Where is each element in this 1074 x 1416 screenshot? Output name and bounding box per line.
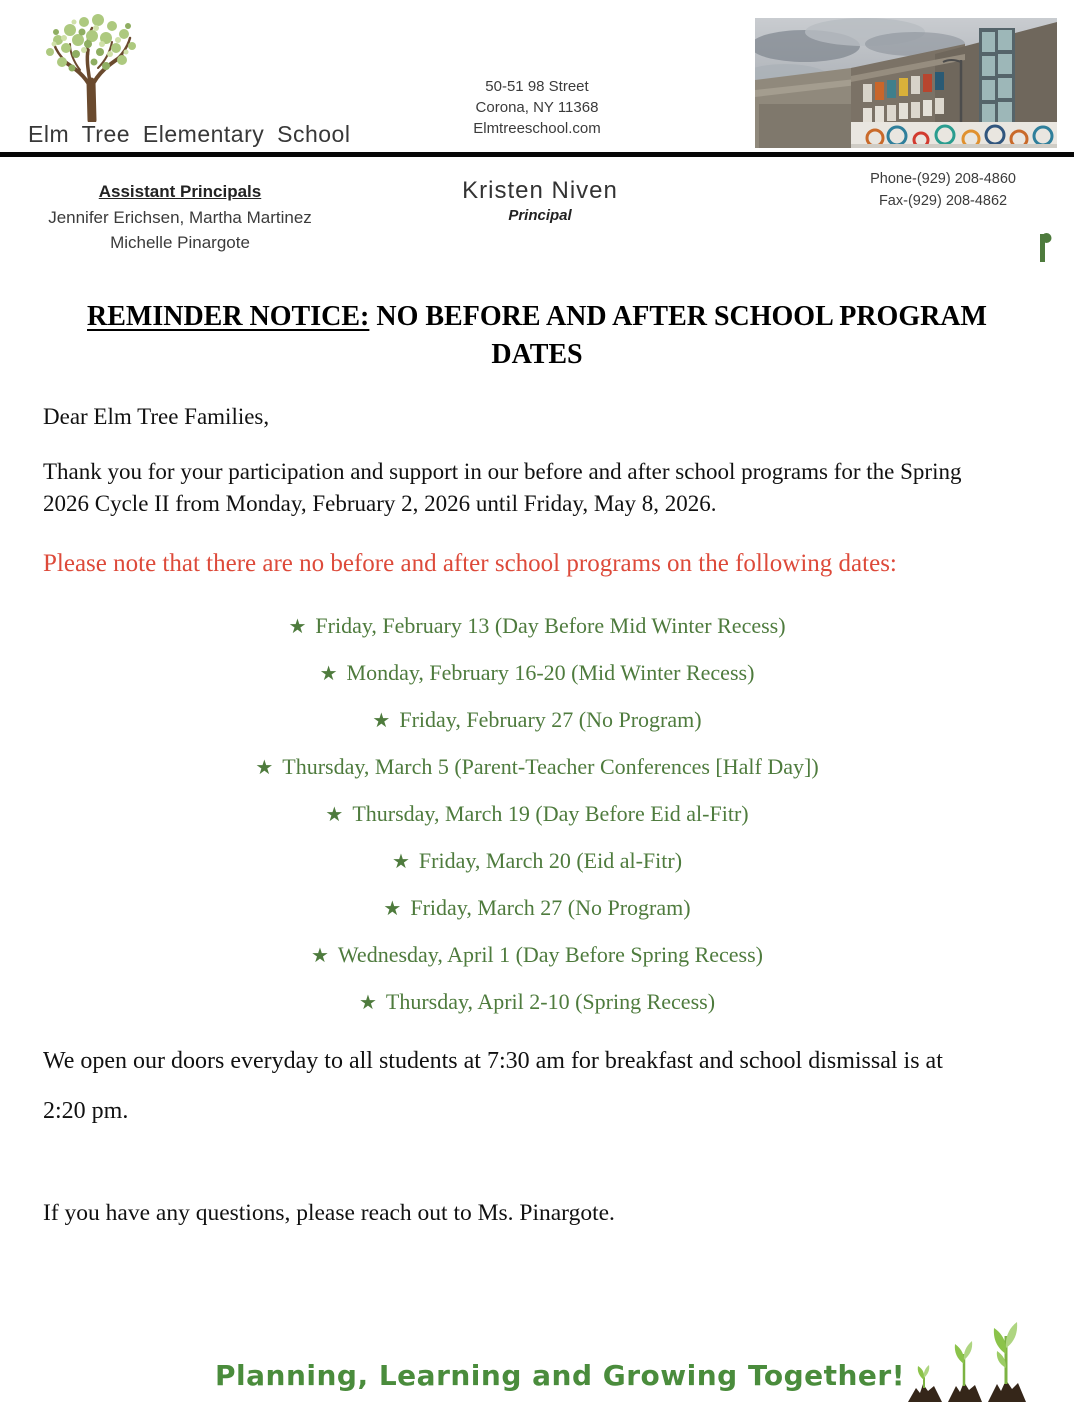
assistant-principal-names-line2: Michelle Pinargote: [110, 233, 250, 252]
principal-block: [380, 177, 700, 224]
principal-name: Kristen Niven: [462, 177, 618, 204]
no-program-date: [43, 603, 1031, 650]
letterhead-top-row: [0, 0, 1074, 152]
hours-paragraph: We open our doors everyday to all students at 7:30 am for breakfast and school dismissal is at 2:20 pm.: [43, 1047, 943, 1125]
star-bullet-icon: ★: [383, 898, 402, 921]
seedlings-icon: [902, 1310, 1032, 1406]
address-street: 50-51 98 Street: [485, 78, 589, 95]
assistant-principal-names-line1: Jennifer Erichsen, Martha Martinez: [48, 207, 312, 227]
questions-paragraph: If you have any questions, please reach out to Ms. Pinargote.: [43, 1200, 615, 1227]
star-bullet-icon: ★: [310, 945, 329, 968]
no-program-date: [43, 932, 1031, 979]
date-text: Wednesday, April 1 (Day Before Spring Recess): [337, 942, 764, 968]
assistant-principals-block: [0, 179, 360, 256]
star-bullet-icon: ★: [372, 710, 391, 733]
school-name: Elm Tree Elementary School: [28, 121, 351, 147]
school-slogan: Planning, Learning and Growing Together!: [215, 1359, 906, 1392]
star-bullet-icon: ★: [288, 616, 307, 639]
school-address: [473, 76, 601, 139]
no-program-date: [43, 650, 1031, 697]
no-program-date: [43, 979, 1031, 1026]
no-program-date: [43, 885, 1031, 932]
tree-logo-icon: [36, 10, 148, 122]
letter-body: [0, 262, 1074, 1227]
date-text: Monday, February 16-20 (Mid Winter Recess): [346, 660, 755, 686]
assistant-principals-heading: Assistant Principals: [98, 182, 262, 201]
letterhead-bottom-row: [0, 157, 1074, 262]
school-building-photo: [755, 18, 1057, 148]
letterhead: [0, 0, 1074, 262]
salutation: Dear Elm Tree Families,: [43, 403, 270, 429]
no-program-date: [43, 791, 1031, 838]
intro-paragraph: Thank you for your participation and support in our before and after school programs for the Spring 2026 Cycle II from Monday, February 2, 2026 until Friday, May 8, 2026.: [43, 458, 962, 517]
notice-title: [43, 298, 1031, 374]
date-text: Thursday, April 2-10 (Spring Recess): [385, 989, 716, 1015]
green-flag-icon: [1036, 229, 1052, 263]
date-text: Thursday, March 19 (Day Before Eid al-Fitr): [352, 801, 749, 827]
star-bullet-icon: ★: [319, 663, 338, 686]
school-logo: [28, 121, 350, 148]
address-city: Corona, NY 11368: [475, 99, 599, 116]
no-program-date: [43, 697, 1031, 744]
star-bullet-icon: ★: [358, 992, 377, 1015]
address-website: Elmtreeschool.com: [473, 120, 601, 137]
notice-title-line1-rest: NO BEFORE AND AFTER SCHOOL PROGRAM: [369, 301, 987, 332]
date-text: Thursday, March 5 (Parent-Teacher Conferences [Half Day]): [282, 754, 819, 780]
date-text: Friday, March 20 (Eid al-Fitr): [418, 848, 683, 874]
star-bullet-icon: ★: [325, 804, 344, 827]
notice-title-line2: DATES: [491, 338, 583, 370]
notice-title-underlined: REMINDER NOTICE:: [87, 301, 370, 332]
star-bullet-icon: ★: [391, 851, 410, 874]
no-program-dates-list: [43, 603, 1031, 1026]
no-program-date: [43, 744, 1031, 791]
page-footer: [0, 1298, 1074, 1408]
contact-block: [870, 169, 1016, 213]
no-program-date: [43, 838, 1031, 885]
warning-paragraph: Please note that there are no before and after school programs on the following dates:: [43, 549, 897, 577]
date-text: Friday, February 13 (Day Before Mid Winter Recess): [315, 613, 786, 639]
date-text: Friday, March 27 (No Program): [410, 895, 691, 921]
fax-number: Fax-(929) 208-4862: [878, 192, 1008, 209]
phone-number: Phone-(929) 208-4860: [870, 171, 1016, 187]
date-text: Friday, February 27 (No Program): [399, 707, 702, 733]
principal-title: Principal: [508, 207, 572, 224]
star-bullet-icon: ★: [255, 757, 274, 780]
